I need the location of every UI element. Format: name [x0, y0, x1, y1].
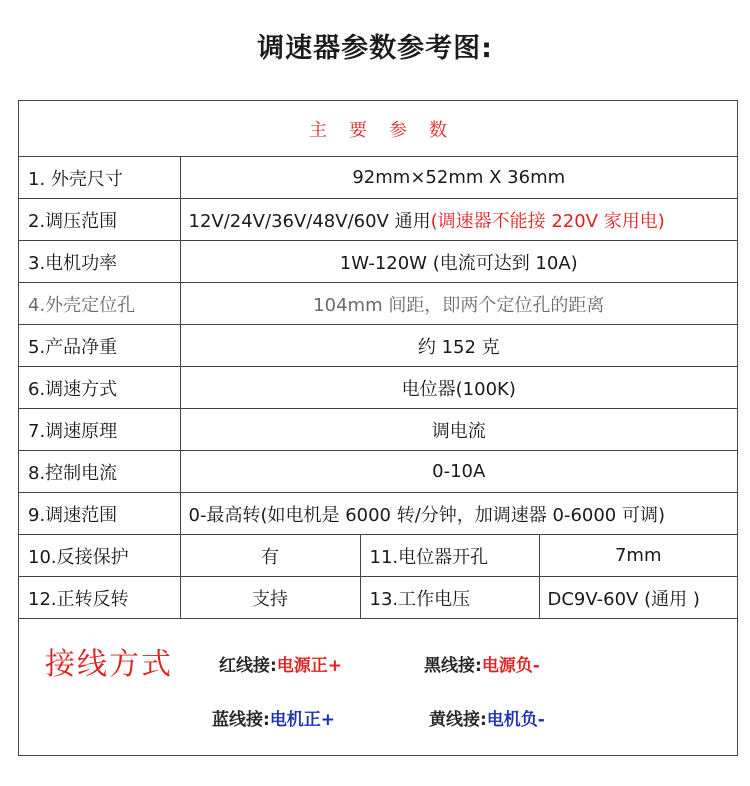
wiring-item-red: [219, 651, 342, 676]
row-label: 7.调速原理: [19, 409, 180, 451]
row-label: 12.正转反转: [19, 577, 180, 619]
row-label: 3.电机功率: [19, 241, 180, 283]
row-label: 6.调速方式: [19, 367, 180, 409]
row-label: 8.控制电流: [19, 451, 180, 493]
page-title: 调速器参数参考图:: [257, 33, 493, 64]
row-value: 支持: [180, 577, 360, 619]
table-row: [19, 367, 737, 409]
wire-value: 电机正+: [269, 710, 336, 730]
wire-value: 电源正+: [276, 656, 343, 676]
row-label: 9.调速范围: [19, 493, 180, 535]
table-row: [19, 283, 737, 325]
wire-key: 黑线接:: [424, 656, 482, 676]
row-value: 电位器(100K): [180, 367, 737, 409]
wiring-item-yellow: [429, 705, 545, 730]
wiring-item-black: [424, 651, 540, 676]
table-row: [19, 199, 737, 241]
row-warning-note: (调速器不能接 220V 家用电): [430, 210, 665, 232]
table-row: [19, 409, 737, 451]
table-row: [19, 451, 737, 493]
row-label: 5.产品净重: [19, 325, 180, 367]
row-label: 11.电位器开孔: [360, 535, 539, 577]
row-value: 104mm 间距，即两个定位孔的距离: [180, 283, 737, 325]
row-value: 调电流: [180, 409, 737, 451]
row-value: [180, 199, 737, 241]
wire-key: 红线接:: [219, 656, 277, 676]
row-label: 2.调压范围: [19, 199, 180, 241]
table-row: [19, 535, 737, 577]
table-row: [19, 241, 737, 283]
table-row: [19, 493, 737, 535]
wiring-section: [19, 619, 737, 754]
row-value: 约 152 克: [180, 325, 737, 367]
wire-value: 电源负-: [481, 656, 540, 676]
row-label: 10.反接保护: [19, 535, 180, 577]
wire-key: 蓝线接:: [212, 710, 270, 730]
table-header: 主要参数: [19, 101, 737, 157]
table-row: [19, 325, 737, 367]
row-value: 0-最高转(如电机是 6000 转/分钟，加调速器 0-6000 可调): [180, 493, 737, 535]
row-value: 92mm×52mm X 36mm: [180, 157, 737, 199]
spec-table: [19, 101, 737, 619]
wire-value: 电机负-: [486, 710, 545, 730]
wire-key: 黄线接:: [429, 710, 487, 730]
table-row: [19, 157, 737, 199]
row-value-text: 12V/24V/36V/48V/60V 通用: [188, 210, 431, 232]
row-value: DC9V-60V (通用 ): [539, 577, 737, 619]
row-value: 1W-120W (电流可达到 10A): [180, 241, 737, 283]
wiring-title: 接线方式: [45, 647, 173, 682]
row-label: 1. 外壳尺寸: [19, 157, 180, 199]
row-label: 13.工作电压: [360, 577, 539, 619]
wiring-item-blue: [212, 705, 335, 730]
row-value: 有: [180, 535, 360, 577]
table-row: [19, 577, 737, 619]
table-header-row: [19, 101, 737, 157]
spec-sheet: [18, 100, 738, 756]
row-label: 4.外壳定位孔: [19, 283, 180, 325]
row-value: 0-10A: [180, 451, 737, 493]
row-value: 7mm: [539, 535, 737, 577]
